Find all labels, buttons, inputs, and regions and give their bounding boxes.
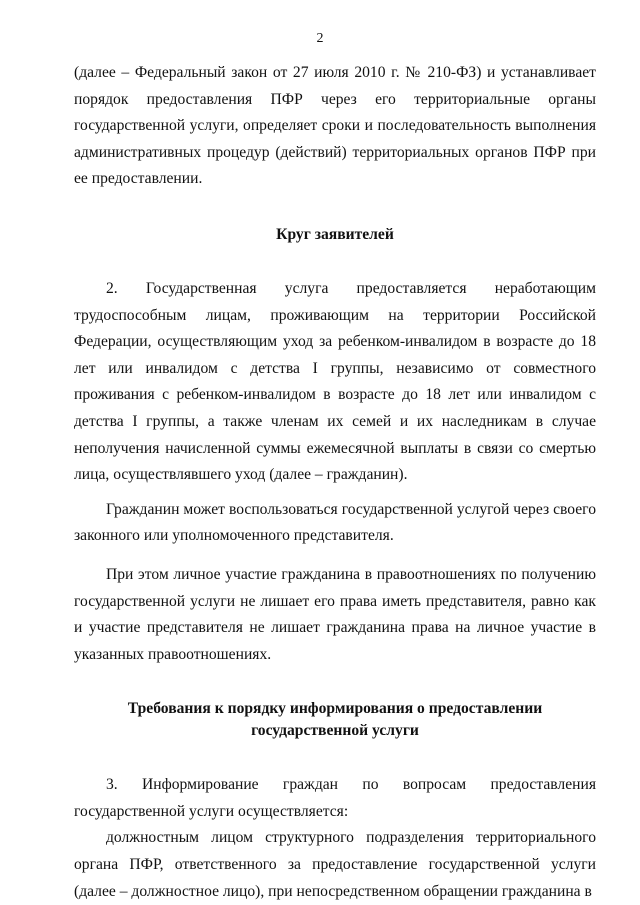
paragraph-representative: Гражданин может воспользоваться государственной услугой через своего законного или уполномоченного представителя. [74, 500, 596, 545]
paragraph-intro: (далее – Федеральный закон от 27 июля 2010 г. № 210-ФЗ) и устанавливает порядок предоставления ПФР через его территориальные органы государственной услуги, определяет сроки и последовательность выполнения административных процедур (действий) территориальных органов ПФР при ее предоставлении. [74, 64, 596, 188]
page-number: 2 [316, 31, 324, 46]
paragraph-official: должностным лицом структурного подразделения территориального органа ПФР, ответственного за предоставление государственной услуги (далее – должностное лицо), при непосредственном обращении гражданина в [74, 829, 596, 900]
heading-line-2: государственной услуги [251, 722, 419, 740]
heading-applicants: Круг заявителей [276, 225, 394, 243]
document-body [74, 60, 596, 905]
heading-line-1: Требования к порядку информирования о предоставлении [127, 700, 543, 718]
heading-information-requirements [74, 698, 596, 742]
paragraph-2: 2. Государственная услуга предоставляется неработающим трудоспособным лицам, проживающим на территории Российской Федерации, осуществляющим уход за ребенком-инвалидом в возрасте до 18 лет или инвалидом с детства I группы, независимо от совместного проживания с ребенком-инвалидом в возрасте до 18 лет или инвалидом с детства I группы, а также членам их семей и их наследникам в случае неполучения начисленной суммы ежемесячной выплаты в связи со смертью лица, осуществлявшего уход (далее – гражданин). [74, 279, 596, 484]
paragraph-3: 3. Информирование граждан по вопросам предоставления государственной услуги осуществляется: [74, 776, 596, 820]
paragraph-personal-participation: При этом личное участие гражданина в правоотношениях по получению государственной услуги не лишает его права иметь представителя, равно как и участие представителя не лишает гражданина права на личное участие в указанных правоотношениях. [74, 565, 596, 663]
